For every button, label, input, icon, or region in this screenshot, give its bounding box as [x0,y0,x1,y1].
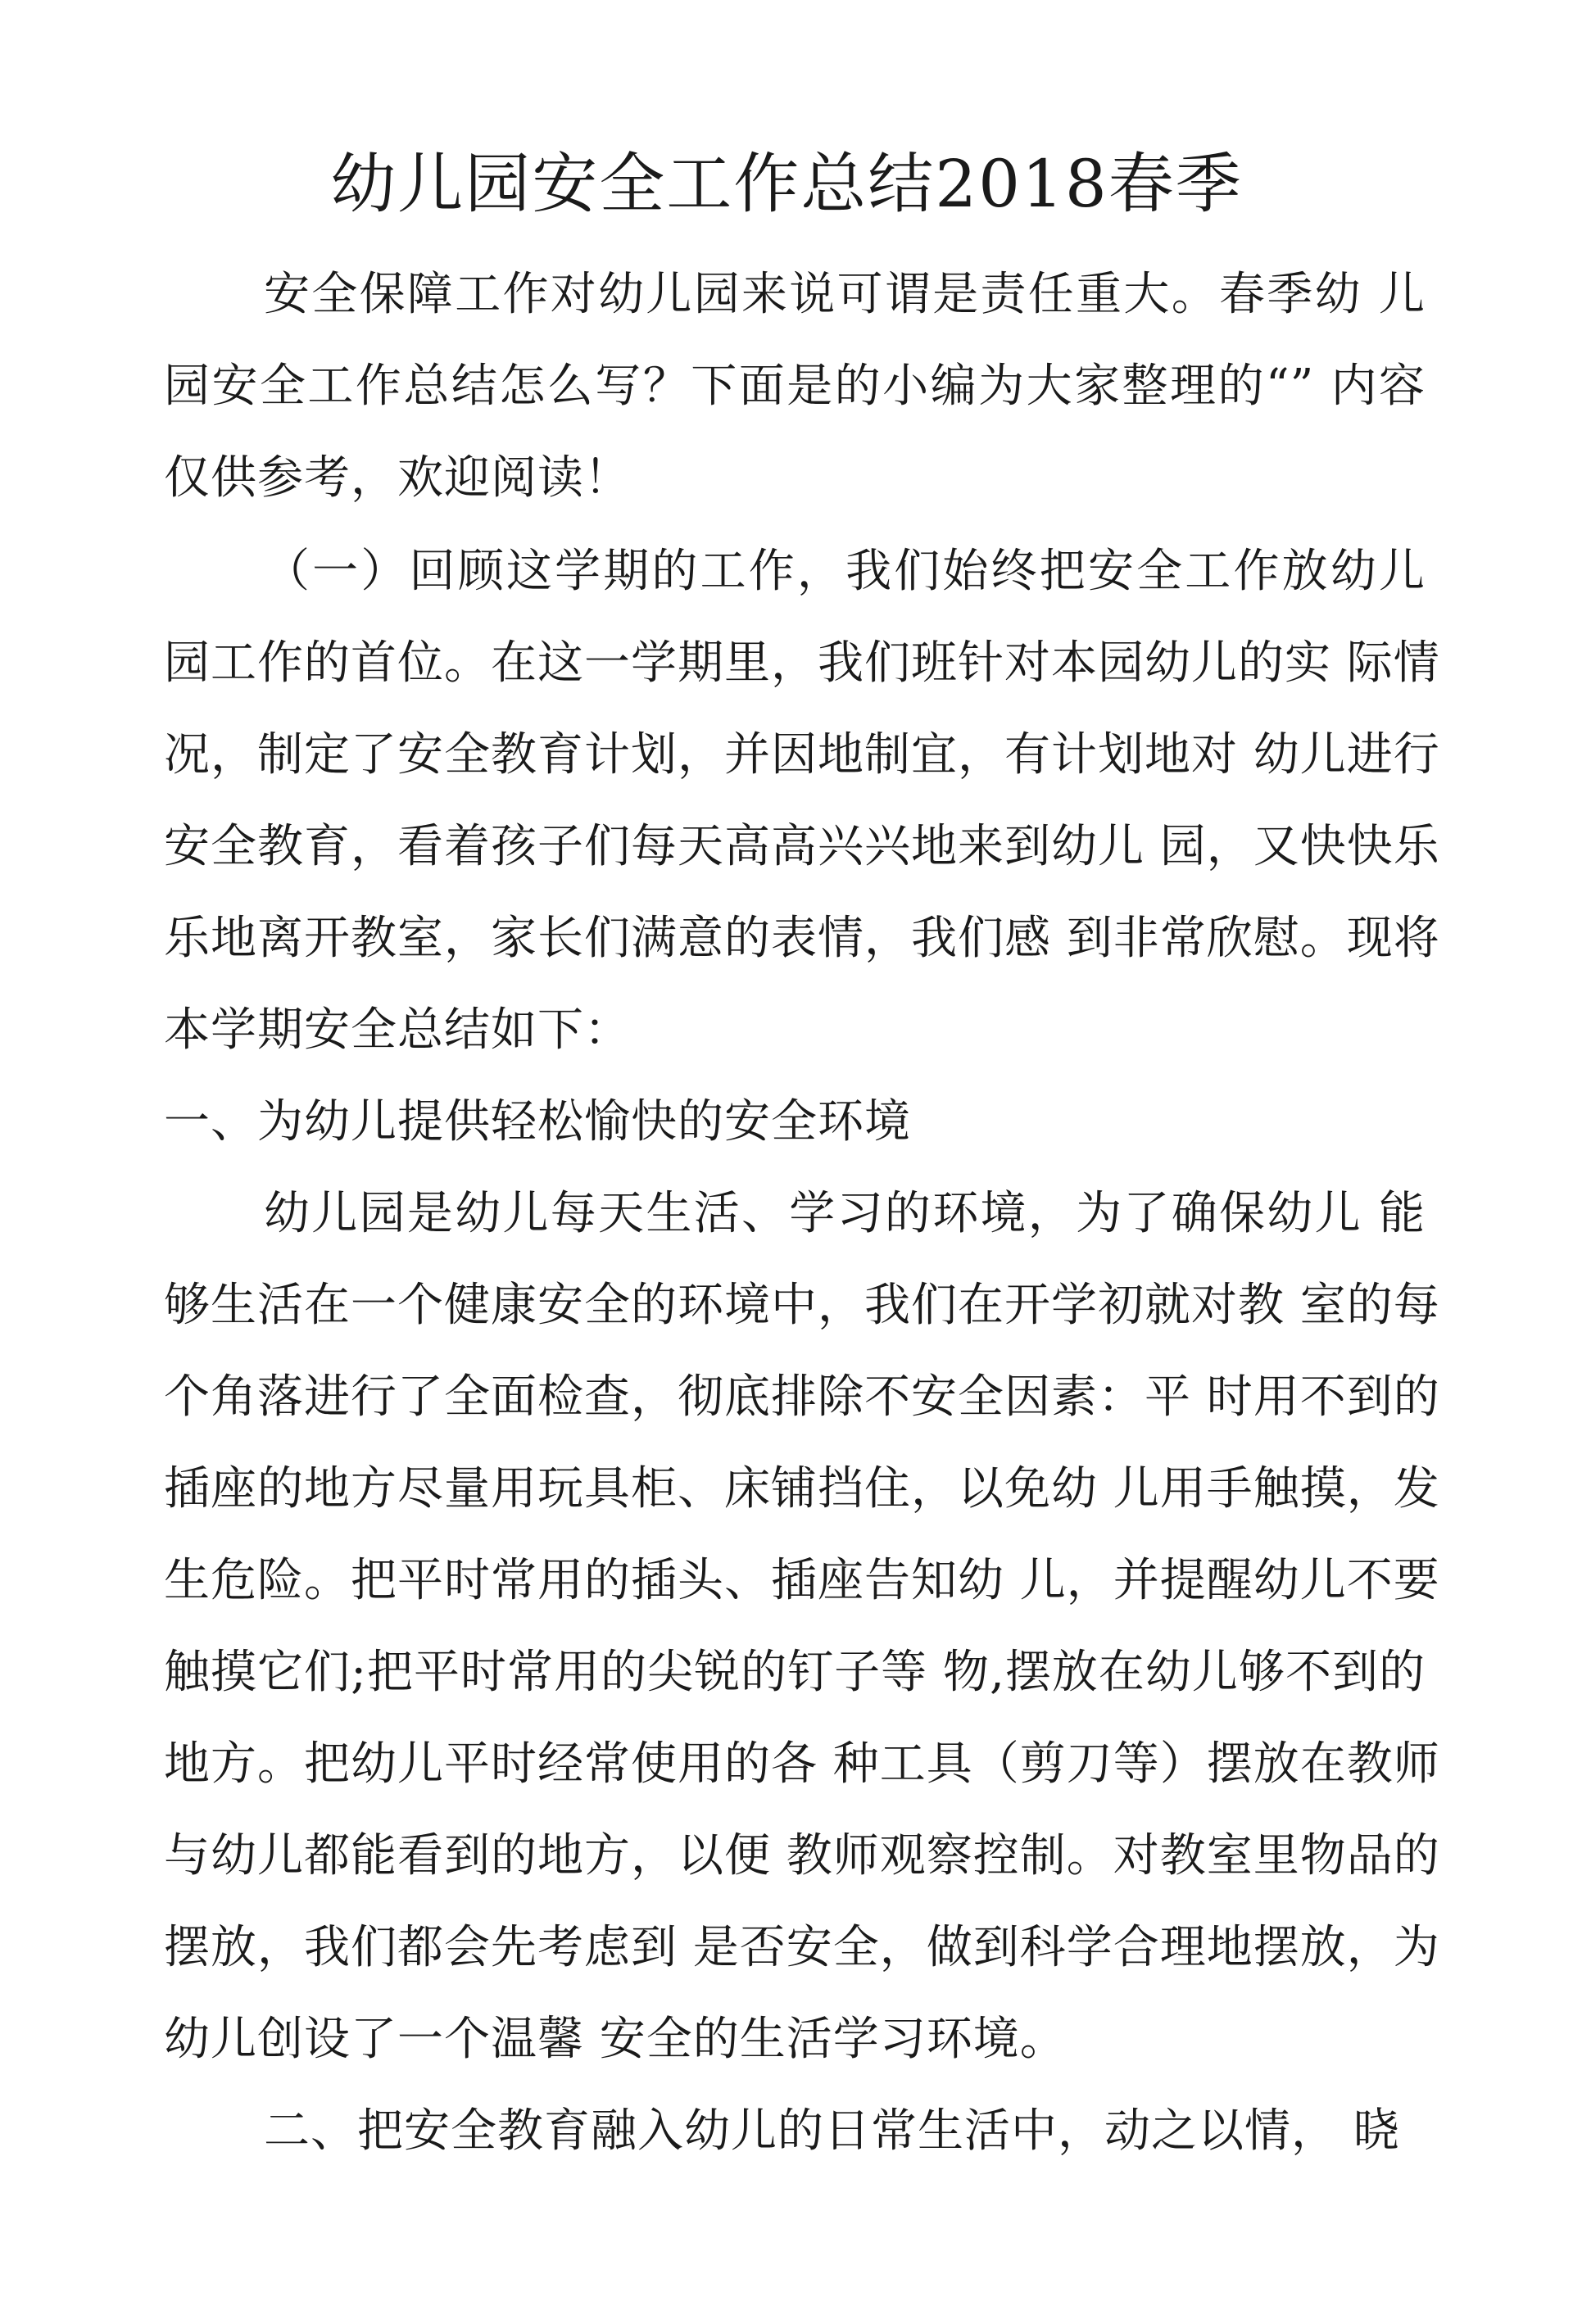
paragraph-line: 触摸它们;把平时常用的尖锐的钉子等 物,摆放在幼儿够不到的 [164,1646,1426,1699]
document-title: 幼儿园安全工作总结2018春季 [330,146,1243,222]
section-heading: 二、把安全教育融入幼儿的日常生活中，动之以情， 晓 [264,2104,1400,2158]
paragraph-line: 幼儿创设了一个温馨 安全的生活学习环境。 [164,2013,1067,2066]
paragraph-line: 安全教育，看着孩子们每天高高兴兴地来到幼儿 园，又快快乐 [164,820,1440,873]
paragraph-line: 地方。把幼儿平时经常使用的各 种工具（剪刀等）摆放在教师 [164,1737,1440,1791]
paragraph-line: 园安全工作总结怎么写？下面是的小编为大家整理的“” 内容 [164,360,1426,413]
paragraph-line: 够生活在一个健康安全的环境中，我们在开学初就对教 室的每 [164,1279,1440,1332]
paragraph-line: 安全保障工作对幼儿园来说可谓是责任重大。春季幼 儿 [264,268,1426,321]
paragraph-line: （一）回顾这学期的工作，我们始终把安全工作放幼儿 [264,545,1426,598]
section-heading: 一、为幼儿提供轻松愉快的安全环境 [164,1095,911,1148]
paragraph-line: 况，制定了安全教育计划，并因地制宜，有计划地对 幼儿进行 [164,728,1440,781]
paragraph-line: 个角落进行了全面检查，彻底排除不安全因素：平 时用不到的 [164,1370,1440,1424]
paragraph-line: 幼儿园是幼儿每天生活、学习的环境，为了确保幼儿 能 [264,1187,1426,1240]
paragraph-line: 本学期安全总结如下： [164,1003,631,1057]
paragraph-line: 乐地离开教室，家长们满意的表情，我们感 到非常欣慰。现将 [164,912,1440,965]
paragraph-line: 摆放，我们都会先考虑到 是否安全，做到科学合理地摆放，为 [164,1921,1440,1974]
paragraph-line: 园工作的首位。在这一学期里，我们班针对本园幼儿的实 际情 [164,636,1440,690]
paragraph-line: 仅供参考，欢迎阅读！ [164,451,631,505]
paragraph-line: 生危险。把平时常用的插头、插座告知幼 儿，并提醒幼儿不要 [164,1554,1440,1607]
paragraph-line: 与幼儿都能看到的地方，以便 教师观察控制。对教室里物品的 [164,1829,1440,1882]
paragraph-line: 插座的地方尽量用玩具柜、床铺挡住，以免幼 儿用手触摸，发 [164,1462,1440,1515]
